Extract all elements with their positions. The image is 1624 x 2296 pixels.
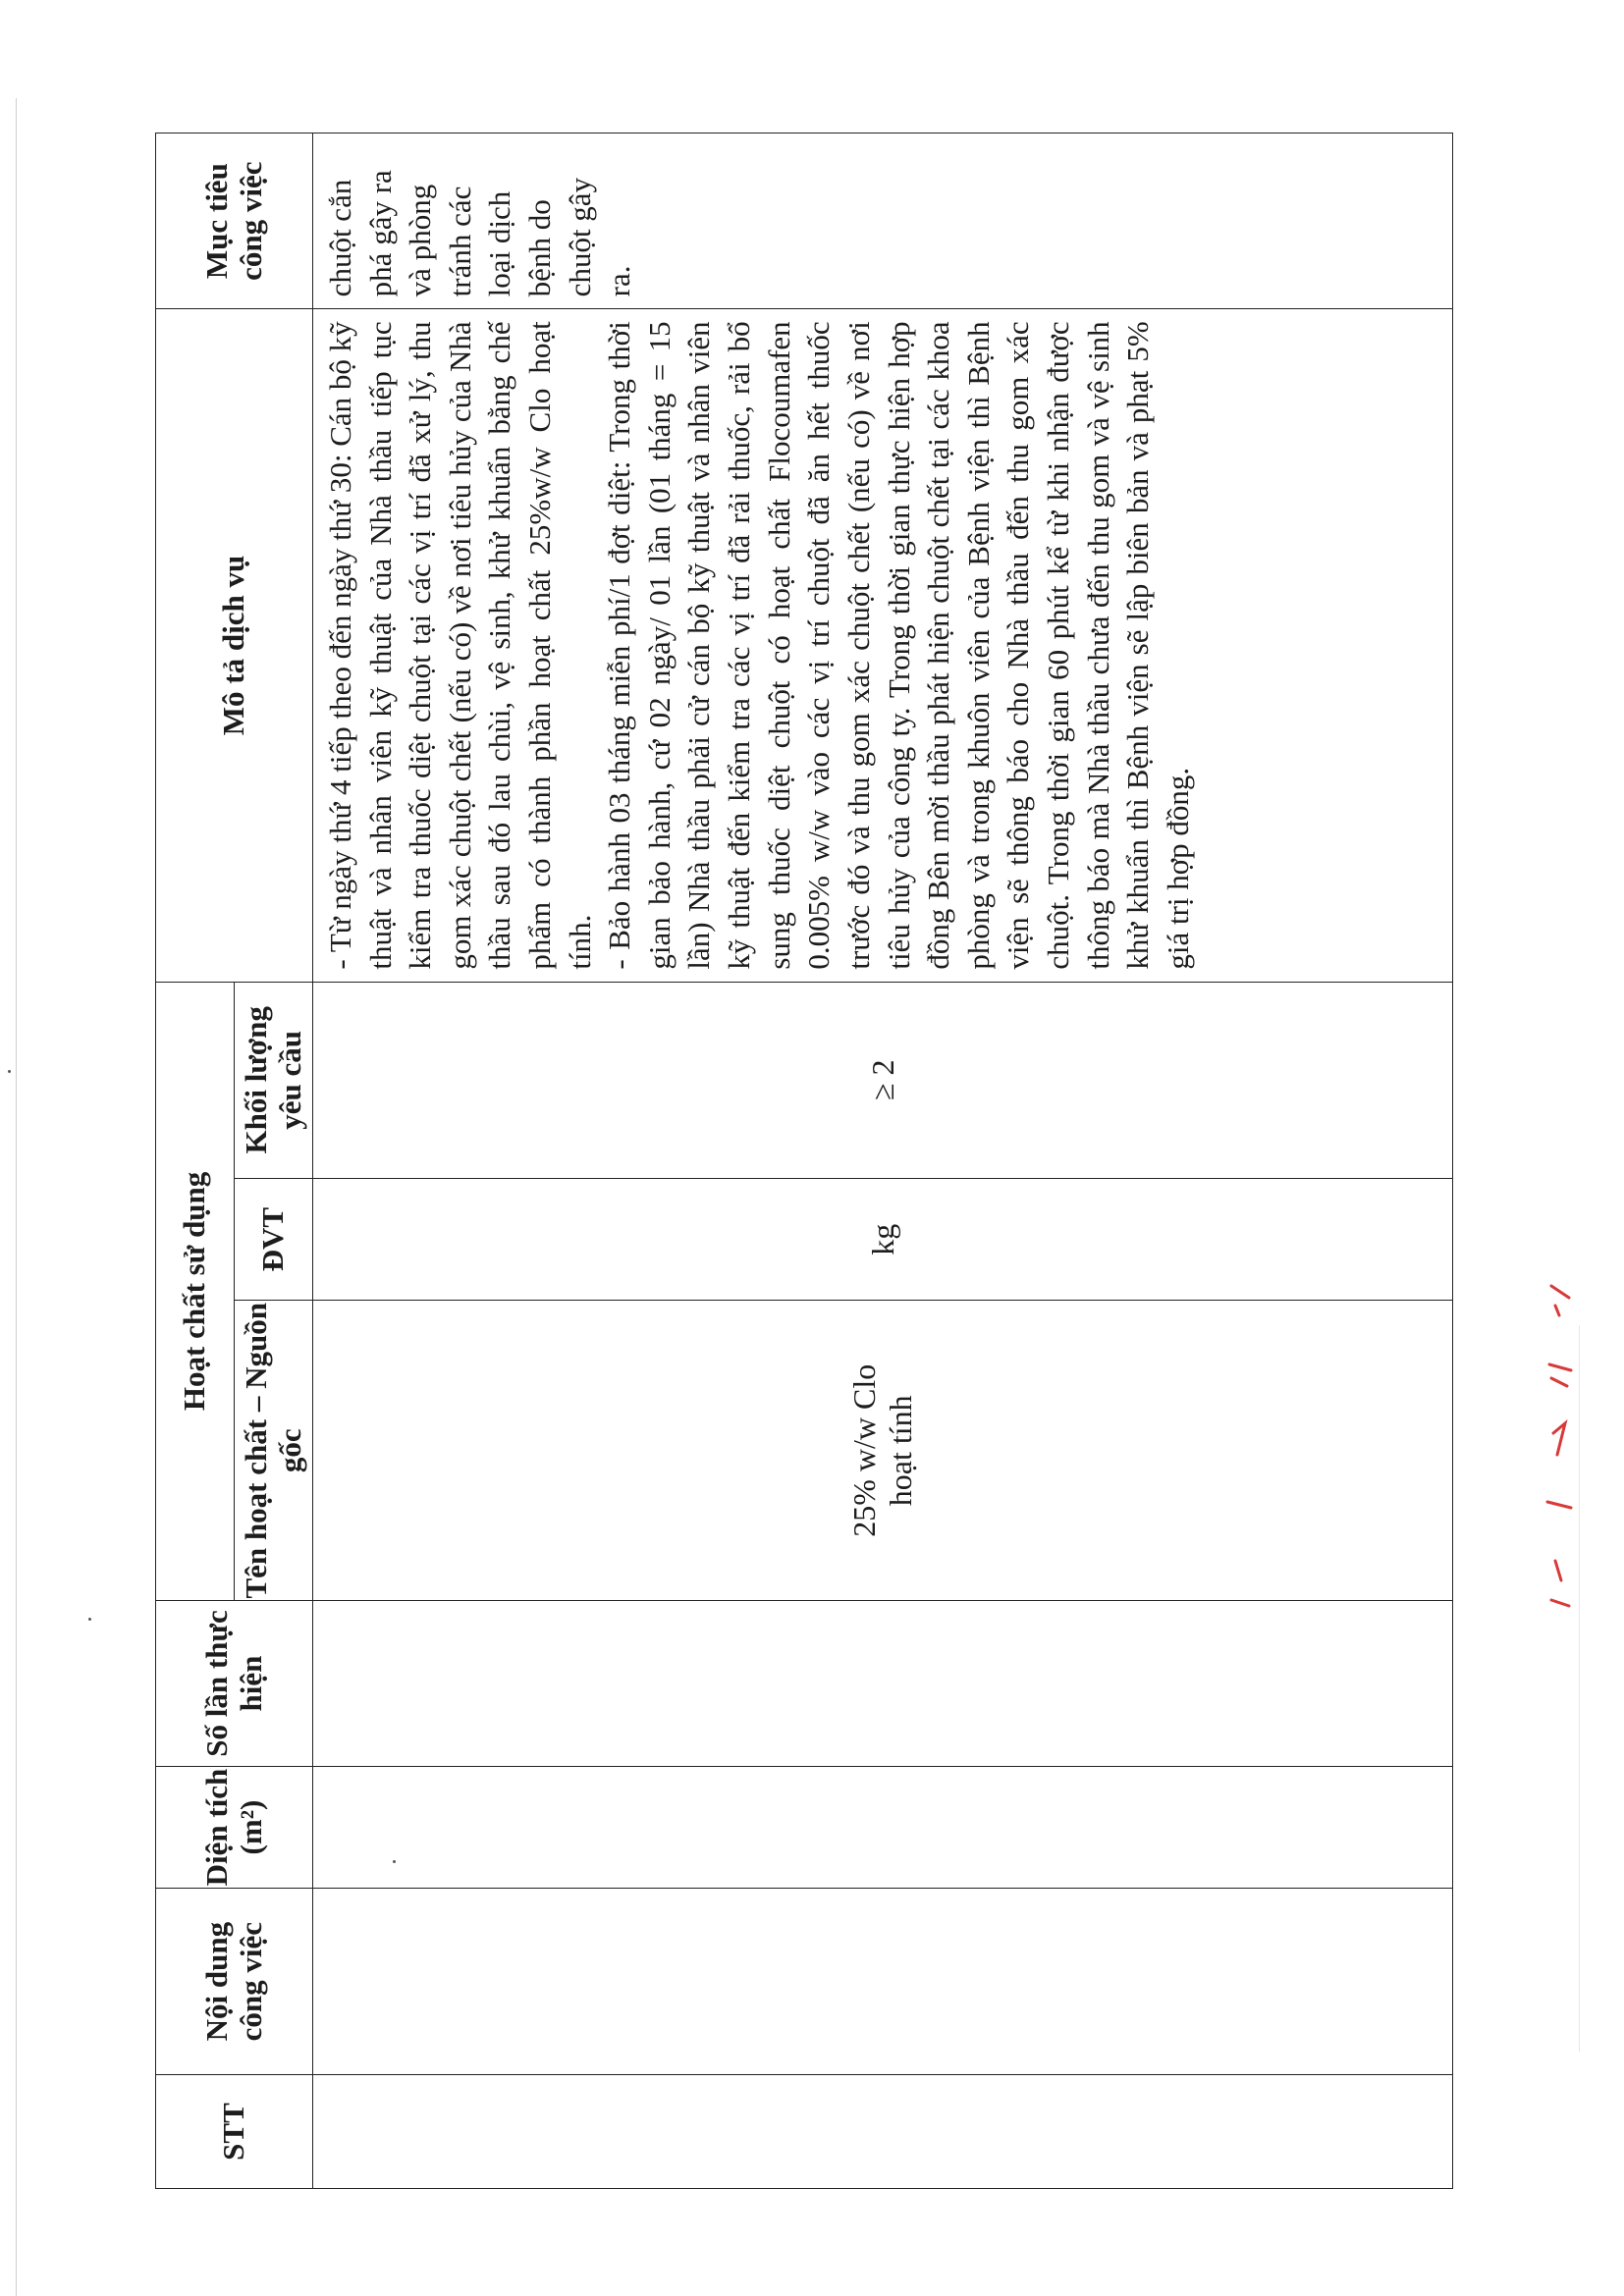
cell-noi-dung xyxy=(313,1889,1453,2075)
header-noi-dung: Nội dung công việc xyxy=(156,1889,313,2075)
header-muc-tieu: Mục tiêu công việc xyxy=(156,133,313,309)
red-handwritten-mark xyxy=(1532,1276,1581,1629)
table-row xyxy=(313,133,1453,2189)
cell-stt xyxy=(313,2075,1453,2189)
muc-tieu-text: chuột cắn phá gây ra và phòng tránh các loại dịch bệnh do chuột gây ra. xyxy=(323,170,637,297)
cell-so-lan xyxy=(313,1601,1453,1767)
service-table xyxy=(155,133,1453,2189)
header-dien-tich: Diện tích (m²) xyxy=(156,1766,313,1888)
scan-edge-line xyxy=(16,98,17,2296)
header-mo-ta: Mô tả dịch vụ xyxy=(156,309,313,982)
mo-ta-text xyxy=(313,309,1198,981)
header-so-lan: Số lần thực hiện xyxy=(156,1601,313,1767)
header-khoi-luong: Khối lượng yêu cầu xyxy=(235,982,313,1178)
mo-ta-paragraph: - Từ ngày thứ 4 tiếp theo đến ngày thứ 30: Cán bộ kỹ thuật và nhân viên kỹ thuật của Nhà thầu tiếp tục kiểm tra thuốc diệt chuột tại các vị trí đã xử lý, thu gom xác chuột chết (nếu có) về nơi tiêu hủy của Nhà thầu sau đó lau chùi, vệ sinh, khử khuẩn bằng chế phẩm có thành phần hoạt chất 25%w/w Clo hoạt tính. xyxy=(323,321,597,970)
header-ten-hoat-chat: Tên hoạt chất – Nguồn gốc xyxy=(235,1301,313,1601)
cell-dien-tich xyxy=(313,1766,1453,1888)
scan-speck xyxy=(88,1618,91,1621)
mo-ta-paragraph: - Bảo hành 03 tháng miễn phí/1 đợt diệt: Trong thời gian bảo hành, cứ 02 ngày/ 01 lần (01 tháng = 15 lần) Nhà thầu phải cử cán bộ kỹ thuật và nhân viên kỹ thuật đến kiểm tra các vị trí đã rải thuốc, rải bổ sung thuốc diệt chuột có hoạt chất Flocoumafen 0.005% w/w vào các vị trí chuột đã ăn hết thuốc trước đó và thu gom xác chuột chết (nếu có) về nơi tiêu hủy của công ty. Trong thời gian thực hiện hợp đồng Bên mời thầu phát hiện chuột chết tại các khoa phòng và trong khuôn viên của Bệnh viện thì Bệnh viện sẽ thông báo cho Nhà thầu đến thu gom xác chuột. Trong thời gian 60 phút kể từ khi nhận được thông báo mà Nhà thầu chưa đến thu gom và vệ sinh khử khuẩn thì Bệnh viện sẽ lập biên bản và phạt 5% giá trị hợp đồng. xyxy=(602,321,1195,970)
rotated-table-page xyxy=(155,133,1453,2189)
header-stt: STT xyxy=(156,2075,313,2189)
cell-khoi-luong: ≥ 2 xyxy=(313,982,1453,1178)
cell-dvt: kg xyxy=(313,1178,1453,1300)
header-hoat-chat: Hoạt chất sử dụng xyxy=(156,982,235,1601)
scan-speck xyxy=(8,1070,11,1073)
cell-muc-tieu xyxy=(313,133,1453,309)
cell-mo-ta xyxy=(313,309,1453,982)
header-dvt: ĐVT xyxy=(235,1178,313,1300)
cell-ten-hoat-chat: 25% w/w Clo hoạt tính xyxy=(313,1301,1453,1601)
